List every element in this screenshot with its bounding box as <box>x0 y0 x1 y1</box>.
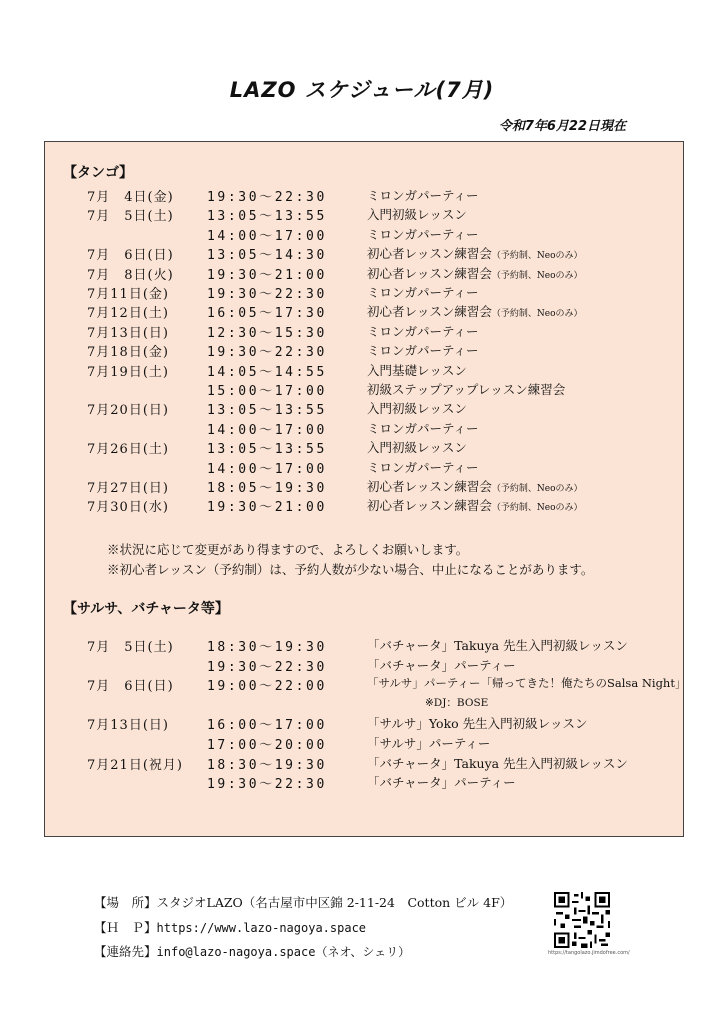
row-time: 19:30〜22:30 <box>207 345 327 361</box>
row-time: 13:05〜14:30 <box>207 248 327 264</box>
table-row <box>45 302 683 321</box>
row-event: ※DJ：BOSE <box>425 696 489 709</box>
table-row <box>45 380 683 399</box>
event-note: （予約制、Neoのみ） <box>491 251 583 262</box>
row-date: 7月21日(祝月) <box>87 757 183 773</box>
row-date: 7月19日(土) <box>87 364 169 380</box>
row-event <box>367 283 479 301</box>
table-row <box>45 186 683 205</box>
row-date: 7月27日(日) <box>87 481 169 496</box>
footer-contact <box>94 942 410 960</box>
contact-label: 【連絡先】 <box>94 944 157 959</box>
table-row <box>45 773 683 792</box>
row-event <box>367 322 479 340</box>
row-event <box>367 399 467 417</box>
table-row <box>45 754 683 773</box>
event-name: ミロンガパーティー <box>367 188 479 203</box>
table-row <box>45 205 683 224</box>
row-date: 7月13日(日) <box>87 718 169 734</box>
row-time: 16:00〜17:00 <box>207 718 327 734</box>
row-time: 19:30〜21:00 <box>207 500 327 516</box>
event-name: 初心者レッスン練習会 <box>367 304 492 320</box>
tango-note-1: ※状況に応じて変更があり得ますので、よろしくお願いします。 <box>107 542 469 557</box>
row-time: 19:30〜22:30 <box>207 190 327 205</box>
table-row <box>45 458 683 477</box>
hp-link[interactable]: https://www.lazo-nagoya.space <box>156 921 367 935</box>
row-date: 7月 5日(土) <box>87 209 174 225</box>
schedule-box <box>44 141 687 837</box>
page-title: LAZO スケジュール(7月) <box>229 78 495 102</box>
hp-label: 【Ｈ Ｐ】 <box>94 920 157 935</box>
table-row <box>45 361 683 380</box>
row-time: 18:30〜19:30 <box>207 757 327 773</box>
row-time: 19:00〜22:00 <box>207 679 327 695</box>
row-event: 「バチャータ」パーティー <box>367 775 516 791</box>
row-time: 14:05〜14:55 <box>207 364 327 380</box>
row-time: 19:30〜21:00 <box>207 267 327 283</box>
row-event <box>367 380 565 398</box>
row-event <box>367 186 479 204</box>
event-note: （予約制、Neoのみ） <box>491 270 583 281</box>
row-time: 12:30〜15:30 <box>207 325 327 341</box>
row-time: 17:00〜20:00 <box>207 738 327 753</box>
row-event: 「サルサ」Yoko 先生入門初級レッスン <box>367 716 588 732</box>
footer-place <box>94 893 512 911</box>
table-row <box>45 419 683 438</box>
row-event <box>367 419 479 437</box>
row-date: 7月18日(金) <box>87 345 169 361</box>
event-name: 入門初級レッスン <box>367 440 467 456</box>
row-event <box>367 361 467 379</box>
row-event <box>367 477 583 495</box>
row-time: 15:00〜17:00 <box>207 384 327 399</box>
event-name: ミロンガパーティー <box>367 459 479 475</box>
row-time: 19:30〜22:30 <box>207 777 327 793</box>
event-note: （予約制、Neoのみ） <box>491 309 583 320</box>
table-row <box>45 341 683 360</box>
qr-code-icon[interactable] <box>552 892 612 948</box>
row-event: 「サルサ」パーティー <box>367 736 491 751</box>
row-event: 「サルサ」パーティー「帰ってきた！俺たちのSalsa Night」 <box>367 676 687 691</box>
qr-caption: https://tangolazo.jimdofree.com/ <box>548 950 630 956</box>
table-row <box>45 225 683 244</box>
table-row <box>45 675 687 695</box>
row-time: 13:05〜13:55 <box>207 442 327 458</box>
row-date: 7月 8日(火) <box>87 267 174 283</box>
event-name: 入門初級レッスン <box>367 207 467 223</box>
tango-note-2: ※初心者レッスン（予約制）は、予約人数が少ない場合、中止になることがあります。 <box>107 562 594 577</box>
row-event <box>367 244 583 262</box>
row-time: 18:30〜19:30 <box>207 640 327 655</box>
row-date: 7月13日(日) <box>87 325 169 341</box>
table-row <box>45 714 683 733</box>
row-event <box>367 341 479 359</box>
event-name: 初心者レッスン練習会 <box>367 246 492 262</box>
event-name: 初心者レッスン練習会 <box>367 479 492 494</box>
table-row <box>45 477 683 496</box>
table-row <box>45 636 683 655</box>
event-name: 初心者レッスン練習会 <box>367 498 492 514</box>
row-time: 18:05〜19:30 <box>207 481 327 496</box>
row-time: 19:30〜22:30 <box>207 659 327 675</box>
event-name: 初心者レッスン練習会 <box>367 265 492 281</box>
tango-heading: 【タンゴ】 <box>63 165 133 181</box>
table-row <box>45 695 683 714</box>
row-time: 14:00〜17:00 <box>207 228 327 244</box>
row-date: 7月30日(水) <box>87 500 169 516</box>
event-note: （予約制、Neoのみ） <box>491 484 583 494</box>
row-time: 16:05〜17:30 <box>207 306 327 322</box>
row-event <box>367 302 583 320</box>
footer-hp <box>94 918 366 936</box>
table-row <box>45 244 683 263</box>
row-event <box>367 205 467 223</box>
row-time: 14:00〜17:00 <box>207 422 327 438</box>
row-date: 7月 6日(日) <box>87 679 174 695</box>
row-date: 7月 6日(日) <box>87 248 174 264</box>
table-row <box>45 283 683 302</box>
as-of-date: 令和7年6月22日現在 <box>498 119 626 134</box>
row-date: 7月11日(金) <box>87 287 169 302</box>
row-event: 「バチャータ」Takuya 先生入門初級レッスン <box>367 755 628 771</box>
row-event <box>367 225 479 243</box>
table-row <box>45 264 683 283</box>
row-time: 13:05〜13:55 <box>207 403 327 419</box>
event-name: 入門初級レッスン <box>367 401 467 417</box>
event-name: 初級ステップアップレッスン練習会 <box>367 382 566 397</box>
row-time: 19:30〜22:30 <box>207 287 327 302</box>
event-name: ミロンガパーティー <box>367 285 479 300</box>
row-time: 14:00〜17:00 <box>207 461 327 477</box>
row-date: 7月26日(土) <box>87 442 169 458</box>
table-row <box>45 656 683 675</box>
row-date: 7月12日(土) <box>87 306 169 322</box>
table-row <box>45 438 683 457</box>
row-event <box>367 458 479 476</box>
table-row <box>45 322 683 341</box>
table-row <box>45 496 683 515</box>
row-date: 7月 4日(金) <box>87 190 174 205</box>
row-event <box>367 264 583 282</box>
row-event: 「バチャータ」Takuya 先生入門初級レッスン <box>367 638 628 653</box>
place-text: スタジオLAZO（名古屋市中区錦 2-11-24 Cotton ビル 4F） <box>156 895 513 910</box>
row-event <box>367 496 583 514</box>
place-label: 【場 所】 <box>94 895 157 910</box>
row-date: 7月20日(日) <box>87 403 169 419</box>
salsa-heading: 【サルサ、バチャータ等】 <box>63 601 229 617</box>
row-time: 13:05〜13:55 <box>207 209 327 225</box>
contact-email[interactable]: info@lazo-nagoya.space（ネオ、シェリ） <box>156 945 411 959</box>
row-event <box>367 438 467 456</box>
event-note: （予約制、Neoのみ） <box>491 503 583 514</box>
event-name: ミロンガパーティー <box>367 226 479 242</box>
event-name: 入門基礎レッスン <box>367 362 467 378</box>
event-name: ミロンガパーティー <box>367 323 479 339</box>
event-name: ミロンガパーティー <box>367 343 479 359</box>
table-row <box>45 734 683 753</box>
row-event: 「バチャータ」パーティー <box>367 657 516 673</box>
row-date: 7月 5日(土) <box>87 640 174 655</box>
event-name: ミロンガパーティー <box>367 420 479 436</box>
table-row <box>45 399 683 418</box>
